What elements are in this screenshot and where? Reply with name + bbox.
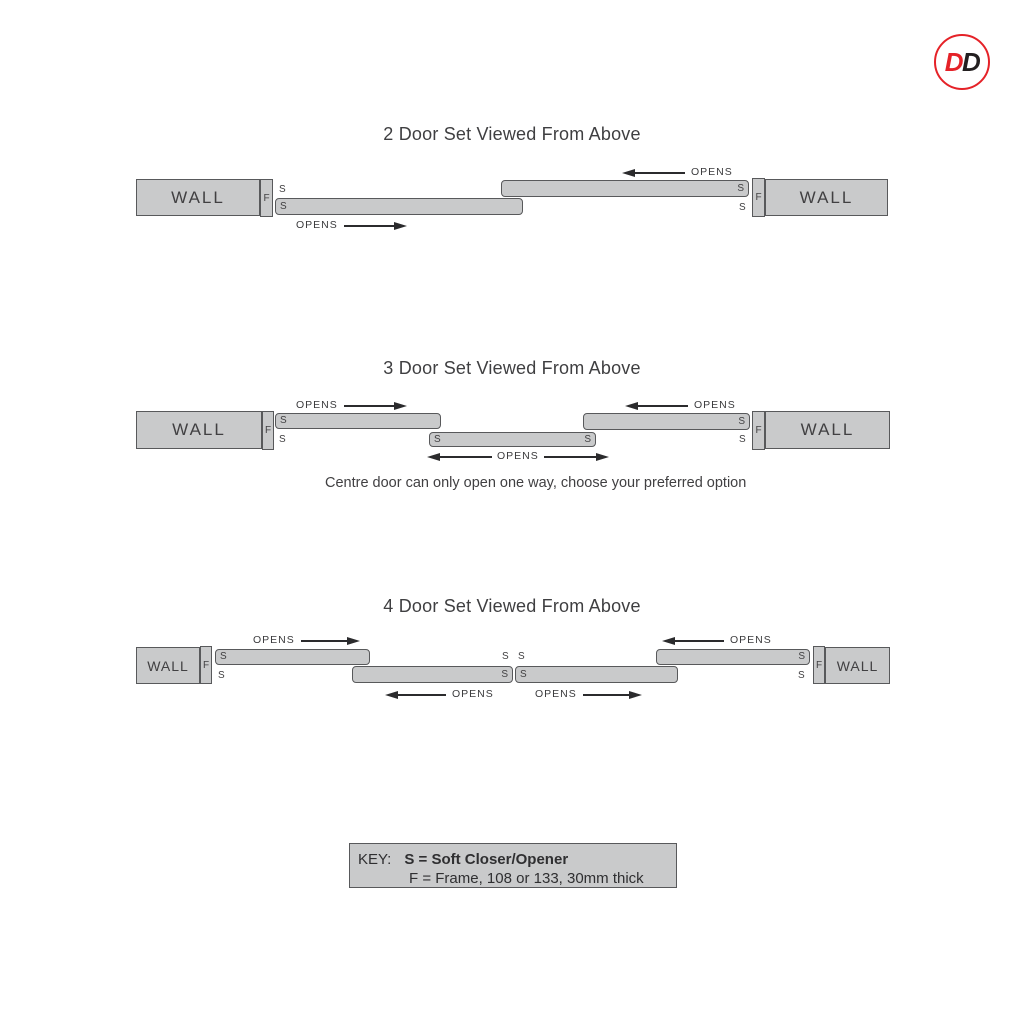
arrow-line bbox=[544, 456, 596, 458]
door-centre-right-4door bbox=[515, 666, 678, 683]
soft-closer-label: S bbox=[738, 415, 745, 427]
soft-closer-label: S bbox=[280, 414, 287, 426]
door-centre-3door bbox=[429, 432, 596, 447]
frame-label: F bbox=[202, 659, 210, 671]
soft-closer-label: S bbox=[798, 650, 805, 662]
wall-label: WALL bbox=[836, 657, 879, 674]
wall-right-4door bbox=[825, 647, 890, 684]
opens-label: OPENS bbox=[296, 399, 338, 412]
soft-closer-label: S bbox=[218, 670, 225, 681]
soft-closer-label: S bbox=[280, 200, 287, 212]
key-frame-definition: F = Frame, 108 or 133, 30mm thick bbox=[409, 870, 644, 887]
arrow-line bbox=[398, 694, 446, 696]
key-box bbox=[349, 843, 677, 888]
wall-label: WALL bbox=[147, 657, 189, 674]
opens-label: OPENS bbox=[535, 688, 577, 701]
arrow-line bbox=[583, 694, 629, 696]
frame-label: F bbox=[264, 425, 272, 436]
opens-arrow-left-2door bbox=[622, 166, 733, 179]
arrow-line bbox=[301, 640, 347, 642]
arrow-line bbox=[635, 172, 685, 174]
soft-closer-label: S bbox=[739, 202, 746, 213]
wall-right-3door bbox=[765, 411, 890, 449]
wall-label: WALL bbox=[171, 187, 225, 207]
frame-label: F bbox=[263, 192, 270, 204]
key-soft-closer-definition: S = Soft Closer/Opener bbox=[404, 851, 569, 868]
wall-left-2door bbox=[136, 179, 260, 216]
door-outer-right-4door bbox=[656, 649, 810, 665]
frame-label: F bbox=[815, 659, 823, 671]
soft-closer-label: S bbox=[584, 433, 591, 445]
opens-arrow-double-3door bbox=[427, 450, 609, 463]
arrowhead-left-icon bbox=[622, 169, 635, 177]
frame-label: F bbox=[755, 425, 762, 436]
soft-closer-label: S bbox=[501, 668, 508, 680]
opens-label: OPENS bbox=[253, 634, 295, 647]
arrow-line bbox=[440, 456, 492, 458]
opens-label: OPENS bbox=[497, 450, 539, 463]
soft-closer-label: S bbox=[798, 670, 805, 681]
diagram-title-4door: 4 Door Set Viewed From Above bbox=[383, 596, 641, 616]
centre-door-note: Centre door can only open one way, choose your preferred option bbox=[325, 475, 747, 491]
key-heading: KEY: bbox=[358, 851, 392, 868]
arrowhead-right-icon bbox=[347, 637, 360, 645]
opens-label: OPENS bbox=[296, 219, 338, 232]
wall-left-3door bbox=[136, 411, 262, 449]
arrowhead-right-icon bbox=[394, 402, 407, 410]
soft-closer-label: S bbox=[520, 668, 527, 680]
logo-letter-d2: D bbox=[962, 46, 980, 77]
opens-arrow-right-3door-left bbox=[296, 399, 407, 412]
frame-left-3door bbox=[262, 411, 274, 450]
frame-left-2door bbox=[260, 179, 273, 217]
door-left-3door bbox=[275, 413, 441, 429]
arrowhead-left-icon bbox=[427, 453, 440, 461]
key-line-1 bbox=[358, 851, 568, 868]
frame-right-4door bbox=[813, 646, 825, 684]
soft-closer-label: S bbox=[220, 650, 227, 662]
door-centre-left-4door bbox=[352, 666, 513, 683]
opens-arrow-left-3door-right bbox=[625, 399, 736, 412]
opens-label: OPENS bbox=[691, 166, 733, 179]
arrowhead-left-icon bbox=[385, 691, 398, 699]
arrowhead-right-icon bbox=[394, 222, 407, 230]
wall-right-2door bbox=[765, 179, 888, 216]
arrow-line bbox=[638, 405, 688, 407]
arrow-line bbox=[344, 405, 394, 407]
arrowhead-right-icon bbox=[629, 691, 642, 699]
door-outer-left-4door bbox=[215, 649, 370, 665]
diagram-title-3door: 3 Door Set Viewed From Above bbox=[383, 358, 641, 378]
opens-label: OPENS bbox=[452, 688, 494, 701]
arrowhead-left-icon bbox=[662, 637, 675, 645]
frame-right-3door bbox=[752, 411, 765, 450]
wall-left-4door bbox=[136, 647, 200, 684]
frame-label: F bbox=[755, 192, 762, 203]
arrowhead-right-icon bbox=[596, 453, 609, 461]
arrow-line bbox=[675, 640, 724, 642]
wall-label: WALL bbox=[799, 187, 854, 207]
dd-logo bbox=[934, 34, 990, 90]
soft-closer-label: S bbox=[518, 651, 525, 662]
soft-closer-label: S bbox=[279, 184, 286, 195]
opens-arrow-right-2door bbox=[296, 219, 407, 232]
wall-label: WALL bbox=[800, 420, 855, 439]
soft-closer-label: S bbox=[737, 182, 744, 194]
opens-arrow-left-4door-centre bbox=[385, 688, 494, 701]
wall-label: WALL bbox=[172, 420, 226, 439]
opens-label: OPENS bbox=[730, 634, 772, 647]
door-left-2door bbox=[275, 198, 523, 215]
frame-left-4door bbox=[200, 646, 212, 684]
door-right-3door bbox=[583, 413, 750, 430]
diagram-title-2door: 2 Door Set Viewed From Above bbox=[383, 124, 641, 144]
soft-closer-label: S bbox=[434, 433, 441, 445]
soft-closer-label: S bbox=[502, 651, 509, 662]
opens-arrow-left-4door-right bbox=[662, 634, 772, 647]
logo-letter-d1: D bbox=[944, 46, 962, 77]
door-right-2door bbox=[501, 180, 749, 197]
opens-label: OPENS bbox=[694, 399, 736, 412]
opens-arrow-right-4door-left bbox=[253, 634, 360, 647]
soft-closer-label: S bbox=[739, 434, 746, 445]
soft-closer-label: S bbox=[279, 434, 286, 445]
opens-arrow-right-4door-centre bbox=[535, 688, 642, 701]
arrowhead-left-icon bbox=[625, 402, 638, 410]
frame-right-2door bbox=[752, 178, 765, 217]
arrow-line bbox=[344, 225, 394, 227]
